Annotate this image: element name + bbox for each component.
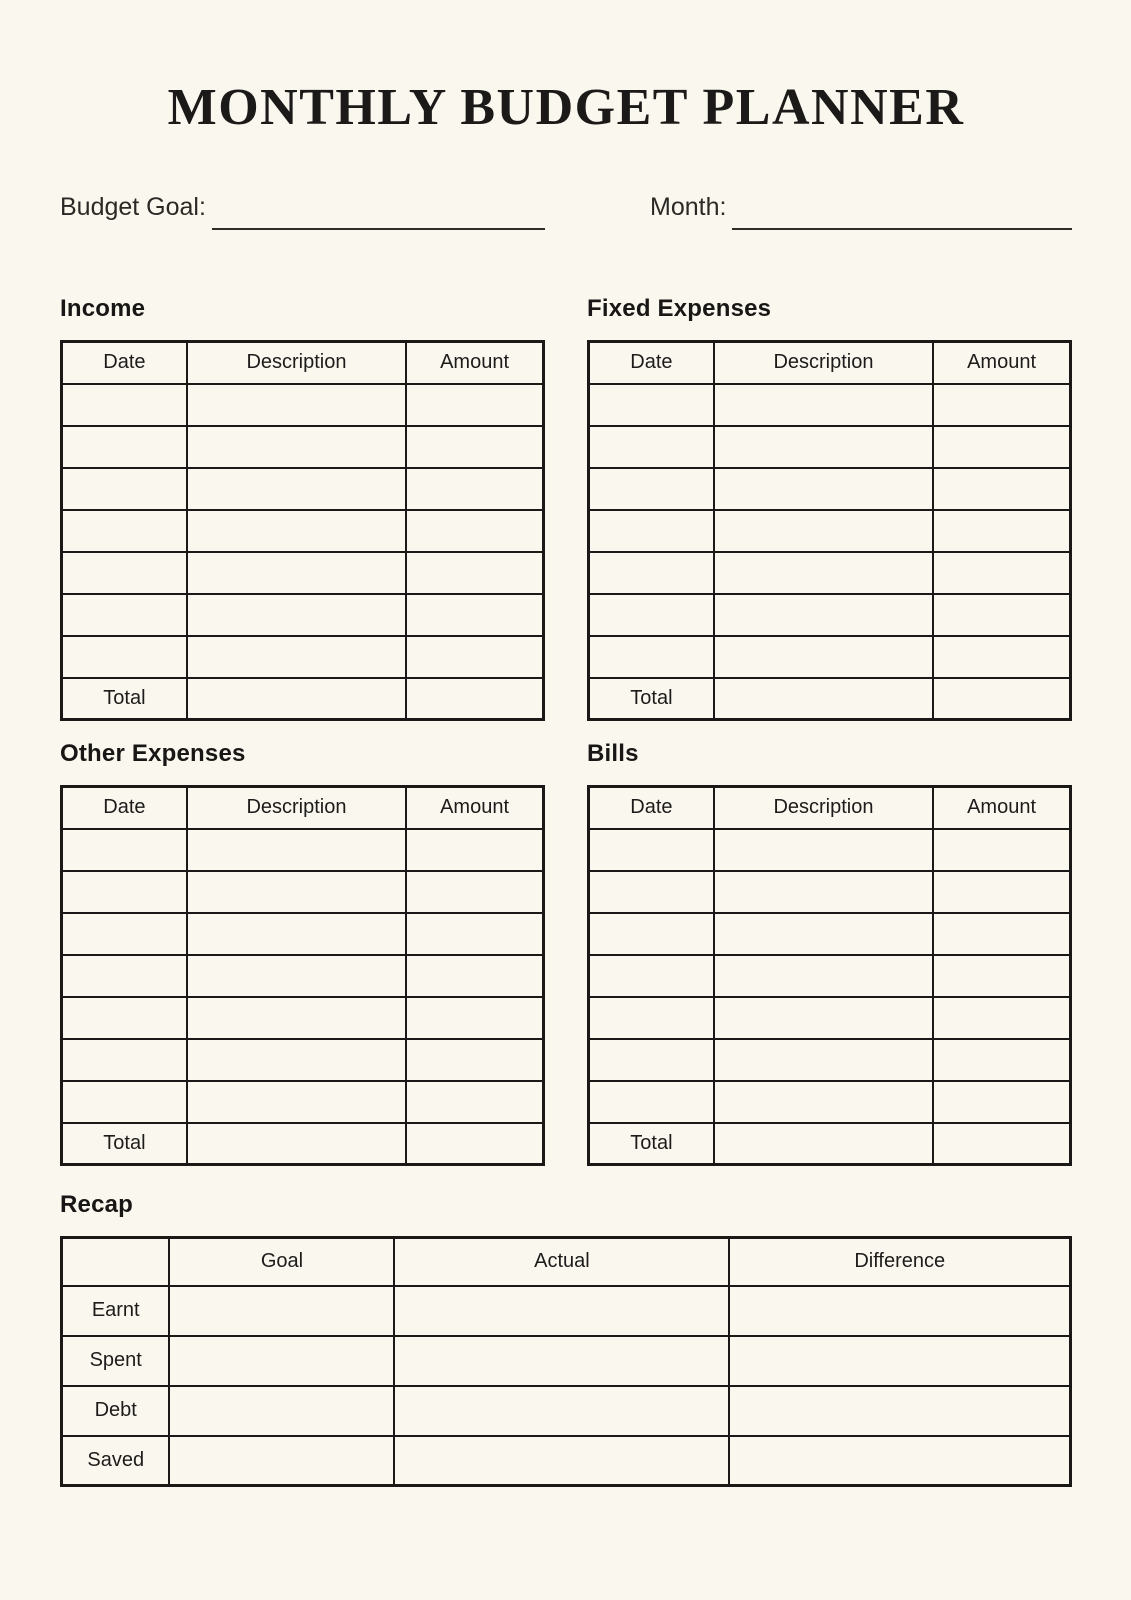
empty-cell [589,871,714,913]
recap-corner-cell [62,1238,170,1286]
fixed-expenses-table [587,340,1072,721]
empty-cell [589,384,714,426]
column-header-date: Date [62,787,187,829]
empty-cell [169,1386,394,1436]
empty-cell [933,871,1070,913]
column-header-amount: Amount [406,342,543,384]
empty-cell [589,1081,714,1123]
empty-cell [406,913,543,955]
empty-cell [62,384,187,426]
empty-cell [187,426,406,468]
recap-row-label: Earnt [62,1286,170,1336]
total-value-cell [406,1123,543,1165]
recap-row-saved [62,1436,1071,1486]
empty-row [589,997,1071,1039]
empty-cell [406,1039,543,1081]
empty-row [62,468,544,510]
empty-cell [187,594,406,636]
empty-cell [589,955,714,997]
budget-goal-label: Budget Goal: [60,192,206,221]
column-header-description: Description [187,342,406,384]
empty-cell [187,913,406,955]
column-header-description: Description [714,787,933,829]
empty-cell [714,468,933,510]
empty-cell [933,955,1070,997]
empty-cell [62,829,187,871]
empty-cell [714,636,933,678]
empty-cell [933,829,1070,871]
empty-cell [714,510,933,552]
empty-cell [62,594,187,636]
column-header-description: Description [714,342,933,384]
table-header-row [62,787,544,829]
empty-row [62,829,544,871]
budget-goal-field [60,190,545,230]
empty-row [62,871,544,913]
empty-cell [589,426,714,468]
empty-cell [187,468,406,510]
empty-cell [933,468,1070,510]
column-header-amount: Amount [406,787,543,829]
column-header-date: Date [589,342,714,384]
empty-row [589,636,1071,678]
empty-cell [406,510,543,552]
total-label-cell: Total [62,1123,187,1165]
empty-row [589,510,1071,552]
empty-cell [714,829,933,871]
recap-row-earnt [62,1286,1071,1336]
empty-cell [589,636,714,678]
empty-cell [187,1081,406,1123]
recap-row-debt [62,1386,1071,1436]
empty-cell [187,871,406,913]
empty-cell [933,1081,1070,1123]
empty-cell [933,426,1070,468]
recap-section-title: Recap [60,1191,134,1218]
empty-row [62,384,544,426]
empty-cell [933,1039,1070,1081]
recap-column-actual: Actual [394,1238,729,1286]
empty-cell [933,594,1070,636]
bills-table [587,785,1072,1166]
empty-cell [169,1336,394,1386]
section-income [60,294,545,721]
total-label-cell: Total [589,678,714,720]
recap-column-difference: Difference [729,1238,1070,1286]
column-header-date: Date [589,787,714,829]
empty-row [589,1081,1071,1123]
empty-cell [714,997,933,1039]
empty-cell [714,871,933,913]
table-header-row [62,342,544,384]
empty-cell [714,594,933,636]
month-field [650,190,1072,230]
page-title: MONTHLY BUDGET PLANNER [167,79,965,136]
empty-cell [406,552,543,594]
empty-cell [714,426,933,468]
empty-cell [62,468,187,510]
empty-cell [933,510,1070,552]
empty-row [62,1039,544,1081]
empty-cell [933,913,1070,955]
empty-row [62,552,544,594]
other-expenses-section-title: Other Expenses [60,740,246,767]
empty-cell [729,1386,1070,1436]
empty-cell [187,510,406,552]
empty-cell [406,468,543,510]
empty-row [62,510,544,552]
empty-cell [933,636,1070,678]
empty-cell [62,1081,187,1123]
empty-cell [729,1336,1070,1386]
recap-table [60,1236,1072,1487]
empty-cell [589,1039,714,1081]
empty-cell [714,1081,933,1123]
total-value-cell [714,1123,933,1165]
total-label-cell: Total [589,1123,714,1165]
empty-cell [933,384,1070,426]
empty-cell [187,552,406,594]
empty-cell [589,997,714,1039]
ledger-sections-grid [60,294,1072,1166]
empty-cell [406,997,543,1039]
empty-cell [62,871,187,913]
total-row [589,1123,1071,1165]
empty-cell [406,384,543,426]
empty-cell [62,426,187,468]
empty-row [589,1039,1071,1081]
empty-cell [394,1286,729,1336]
month-label: Month: [650,192,727,221]
empty-row [62,955,544,997]
empty-cell [933,552,1070,594]
empty-cell [169,1286,394,1336]
empty-cell [394,1436,729,1486]
empty-row [589,871,1071,913]
total-row [62,1123,544,1165]
recap-row-label: Spent [62,1336,170,1386]
column-header-date: Date [62,342,187,384]
empty-row [62,594,544,636]
table-header-row [589,342,1071,384]
empty-cell [62,997,187,1039]
total-value-cell [714,678,933,720]
empty-row [589,552,1071,594]
empty-cell [62,1039,187,1081]
empty-cell [406,594,543,636]
income-table [60,340,545,721]
empty-cell [406,829,543,871]
section-bills [587,739,1072,1166]
empty-cell [729,1286,1070,1336]
empty-cell [62,955,187,997]
empty-cell [714,913,933,955]
empty-cell [62,636,187,678]
month-blank-line [732,190,1072,230]
empty-cell [62,510,187,552]
empty-cell [589,552,714,594]
empty-row [62,1081,544,1123]
empty-cell [187,955,406,997]
empty-row [62,426,544,468]
empty-cell [729,1436,1070,1486]
empty-cell [62,913,187,955]
empty-row [589,955,1071,997]
empty-cell [406,955,543,997]
empty-cell [406,426,543,468]
empty-cell [394,1336,729,1386]
empty-cell [62,552,187,594]
empty-row [589,426,1071,468]
empty-cell [714,552,933,594]
column-header-amount: Amount [933,342,1070,384]
empty-row [62,636,544,678]
total-value-cell [406,678,543,720]
empty-cell [933,997,1070,1039]
fixed-expenses-section-title: Fixed Expenses [587,295,772,322]
empty-row [589,594,1071,636]
column-header-description: Description [187,787,406,829]
total-value-cell [933,678,1070,720]
recap-row-spent [62,1336,1071,1386]
empty-cell [187,997,406,1039]
empty-cell [589,829,714,871]
empty-row [589,829,1071,871]
total-label-cell: Total [62,678,187,720]
section-other-expenses [60,739,545,1166]
empty-cell [187,384,406,426]
table-header-row [589,787,1071,829]
empty-cell [714,955,933,997]
column-header-amount: Amount [933,787,1070,829]
total-row [62,678,544,720]
empty-cell [187,636,406,678]
empty-row [589,468,1071,510]
total-value-cell [933,1123,1070,1165]
recap-header-row [62,1238,1071,1286]
other-expenses-table [60,785,545,1166]
empty-cell [406,871,543,913]
total-value-cell [187,1123,406,1165]
empty-cell [589,468,714,510]
income-section-title: Income [60,295,146,322]
empty-row [589,913,1071,955]
empty-cell [589,510,714,552]
empty-cell [187,829,406,871]
empty-cell [406,636,543,678]
empty-row [589,384,1071,426]
budget-goal-blank-line [212,190,545,230]
total-value-cell [187,678,406,720]
empty-cell [589,913,714,955]
empty-cell [589,594,714,636]
total-row [589,678,1071,720]
empty-cell [714,1039,933,1081]
bills-section-title: Bills [587,740,639,767]
section-recap [60,1190,1072,1487]
empty-cell [169,1436,394,1486]
section-fixed-expenses [587,294,1072,721]
recap-column-goal: Goal [169,1238,394,1286]
recap-row-label: Saved [62,1436,170,1486]
empty-cell [714,384,933,426]
empty-row [62,997,544,1039]
empty-cell [187,1039,406,1081]
recap-row-label: Debt [62,1386,170,1436]
fill-in-fields-row [60,190,1072,230]
empty-cell [406,1081,543,1123]
empty-cell [394,1386,729,1436]
empty-row [62,913,544,955]
